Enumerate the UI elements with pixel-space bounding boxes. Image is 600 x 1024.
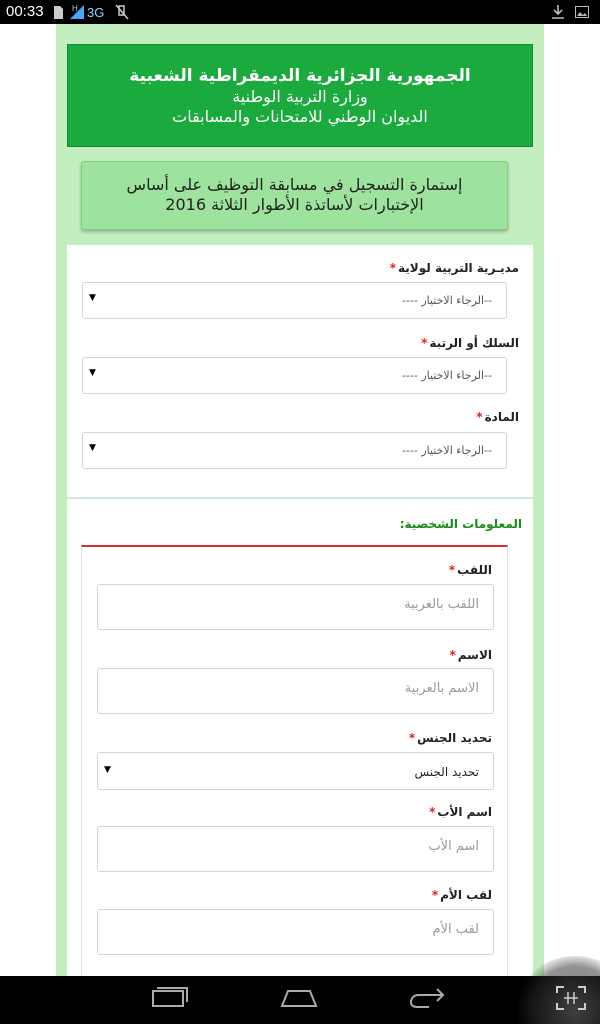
directorate-select-value: --الرجاء الاختيار ---- <box>401 294 492 307</box>
form-title <box>81 161 508 230</box>
form-title-line1: إستمارة التسجيل في مسابقة التوظيف على أساس <box>126 175 463 194</box>
page-container <box>56 24 544 976</box>
image-icon <box>575 4 589 20</box>
mother-surname-label <box>432 888 492 902</box>
subject-label-text: المادة <box>484 410 519 424</box>
gender-label <box>409 731 492 745</box>
navigation-bar <box>0 976 600 1024</box>
name-label <box>449 648 492 662</box>
office-name: الديوان الوطني للامتحانات والمسابقات <box>172 107 428 126</box>
triangle-down-icon: ▼ <box>89 293 96 303</box>
republic-title: الجمهورية الجزائرية الديمقراطية الشعبية <box>129 66 471 86</box>
surname-input[interactable] <box>97 584 494 630</box>
mother-surname-placeholder: لقب الأم <box>432 922 479 937</box>
surname-placeholder: اللقب بالعربية <box>404 597 479 612</box>
father-name-label-text: اسم الأب <box>437 805 492 819</box>
subject-select[interactable] <box>82 432 507 469</box>
home-button[interactable] <box>269 984 329 1016</box>
network-type: 3G <box>87 4 105 20</box>
required-mark: * <box>448 563 456 577</box>
directorate-label <box>390 261 519 275</box>
rank-label <box>421 336 519 350</box>
back-button[interactable] <box>397 984 457 1016</box>
name-input[interactable] <box>97 668 494 714</box>
gender-select-value: تحديد الجنس <box>414 765 479 779</box>
surname-label-text: اللقب <box>457 563 492 577</box>
name-label-text: الاسم <box>457 648 492 662</box>
recents-button[interactable] <box>140 984 200 1016</box>
recents-icon <box>152 987 188 1013</box>
subject-select-value: --الرجاء الاختيار ---- <box>401 444 492 457</box>
no-sound-icon <box>115 4 129 20</box>
clock: 00:33 <box>6 3 44 20</box>
required-mark: * <box>389 261 397 275</box>
mother-surname-input[interactable] <box>97 909 494 955</box>
personal-section-title: المعلومات الشخصية: <box>399 517 522 531</box>
selection-panel <box>67 245 533 498</box>
form-title-line2: الإختبارات لأساتذة الأطوار الثلاثة 2016 <box>165 195 424 214</box>
directorate-select[interactable] <box>82 282 507 319</box>
required-mark: * <box>449 648 456 662</box>
home-icon <box>280 988 318 1012</box>
surname-label <box>449 563 492 577</box>
hsdpa-indicator: H <box>72 3 78 13</box>
ministry-name: وزارة التربية الوطنية <box>232 87 368 106</box>
rank-select[interactable] <box>82 357 507 394</box>
required-mark: * <box>429 805 436 819</box>
status-bar <box>0 0 600 24</box>
rank-select-value: --الرجاء الاختيار ---- <box>401 369 492 382</box>
back-icon <box>409 987 445 1013</box>
gender-label-text: تحديد الجنس <box>417 731 492 745</box>
download-icon <box>552 4 564 20</box>
triangle-down-icon: ▼ <box>89 368 96 378</box>
screenshot-button[interactable] <box>541 984 600 1016</box>
rank-label-text: السلك أو الرتبة <box>429 336 519 350</box>
father-name-label <box>429 805 492 819</box>
father-name-input[interactable] <box>97 826 494 872</box>
required-mark: * <box>476 410 483 424</box>
personal-info-panel <box>67 499 533 976</box>
father-name-placeholder: اسم الأب <box>428 839 479 854</box>
sim-icon <box>54 4 63 20</box>
ministry-header <box>67 44 533 147</box>
personal-info-form <box>81 545 508 976</box>
triangle-down-icon: ▼ <box>104 765 111 775</box>
subject-label <box>476 410 519 424</box>
required-mark: * <box>431 888 439 902</box>
gender-select[interactable] <box>97 752 494 790</box>
mother-surname-label-text: لقب الأم <box>440 888 492 902</box>
required-mark: * <box>421 336 428 350</box>
screenshot-icon <box>556 986 586 1014</box>
name-placeholder: الاسم بالعربية <box>404 681 479 696</box>
triangle-down-icon: ▼ <box>89 443 96 453</box>
web-page[interactable] <box>0 24 600 976</box>
directorate-label-text: مديـرية التربية لولاية <box>398 261 519 275</box>
required-mark: * <box>408 731 416 745</box>
